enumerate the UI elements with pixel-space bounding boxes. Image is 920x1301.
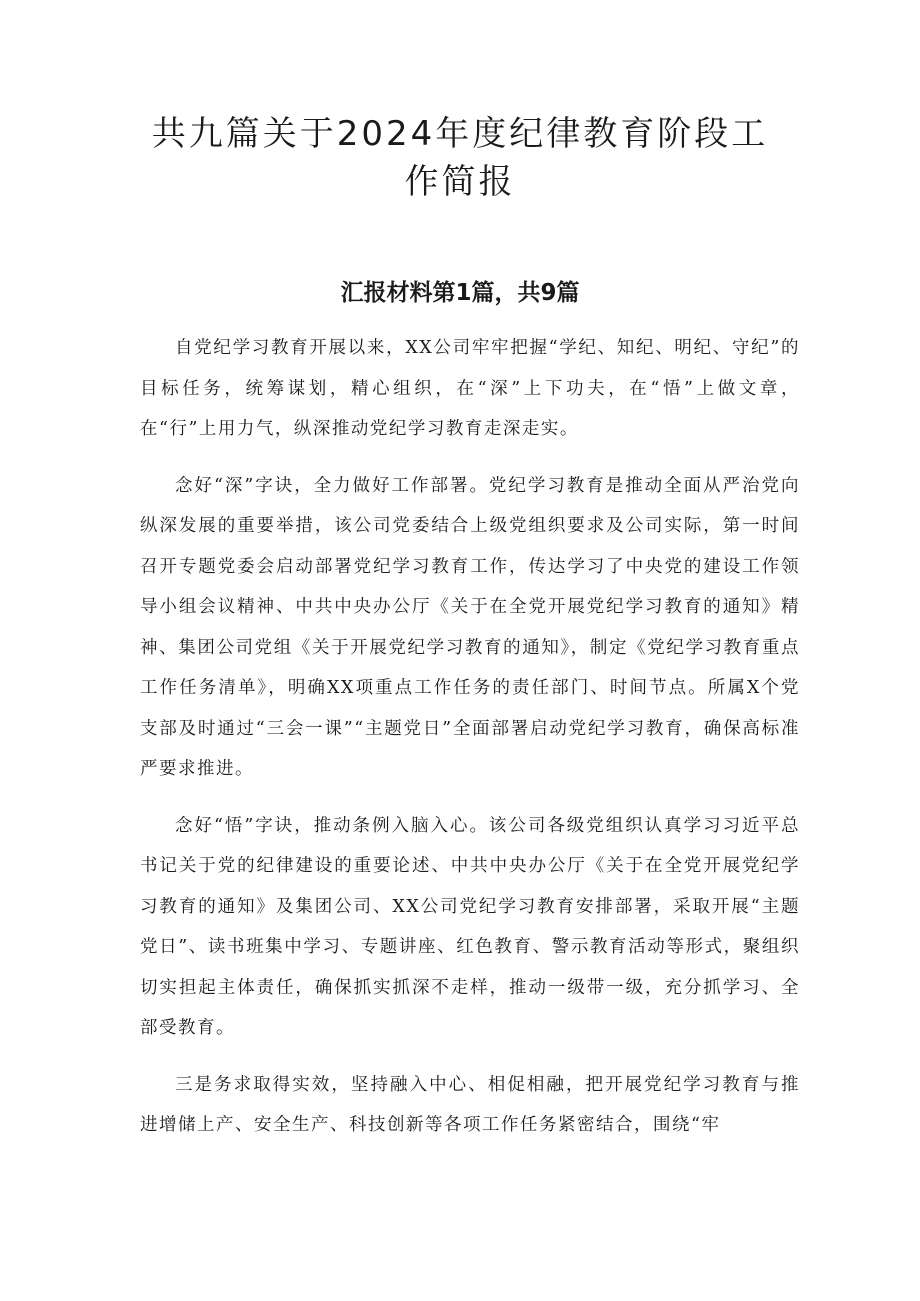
paragraph-1: 自党纪学习教育开展以来，XX公司牢牢把握“学纪、知纪、明纪、守纪”的目标任务，统筹谋划，精心组织，在“深”上下功夫，在“悟”上做文章，在“行”上用力气，纵深推动党纪学习教育走深走实。 [140,338,800,439]
document-title: 共九篇关于2024年度纪律教育阶段工作简报 [151,114,769,202]
document-body [140,328,800,1162]
paragraph-3: 念好“悟”字诀，推动条例入脑入心。该公司各级党组织认真学习习近平总书记关于党的纪律建设的重要论述、中共中央办公厅《关于在全党开展党纪学习教育的通知》及集团公司、XX公司党纪学习教育安排部署，采取开展“主题党日”、读书班集中学习、专题讲座、红色教育、警示教育活动等形式，聚组织切实担起主体责任，确保抓实抓深不走样，推动一级带一级，充分抓学习、全部受教育。 [140,815,800,1038]
paragraph-2: 念好“深”字诀，全力做好工作部署。党纪学习教育是推动全面从严治党向纵深发展的重要举措，该公司党委结合上级党组织要求及公司实际，第一时间召开专题党委会启动部署党纪学习教育工作，传达学习了中央党的建设工作领导小组会议精神、中共中央办公厅《关于在全党开展党纪学习教育的通知》精神、集团公司党组《关于开展党纪学习教育的通知》，制定《党纪学习教育重点工作任务清单》，明确XX项重点工作任务的责任部门、时间节点。所属X个党支部及时通过“三会一课”“主题党日”全面部署启动党纪学习教育，确保高标准严要求推进。 [140,475,800,779]
section-heading: 汇报材料第1篇，共9篇 [340,280,580,306]
paragraph-4: 三是务求取得实效，坚持融入中心、相促相融，把开展党纪学习教育与推进增储上产、安全生产、科技创新等各项工作任务紧密结合，围绕“牢 [140,1074,800,1135]
